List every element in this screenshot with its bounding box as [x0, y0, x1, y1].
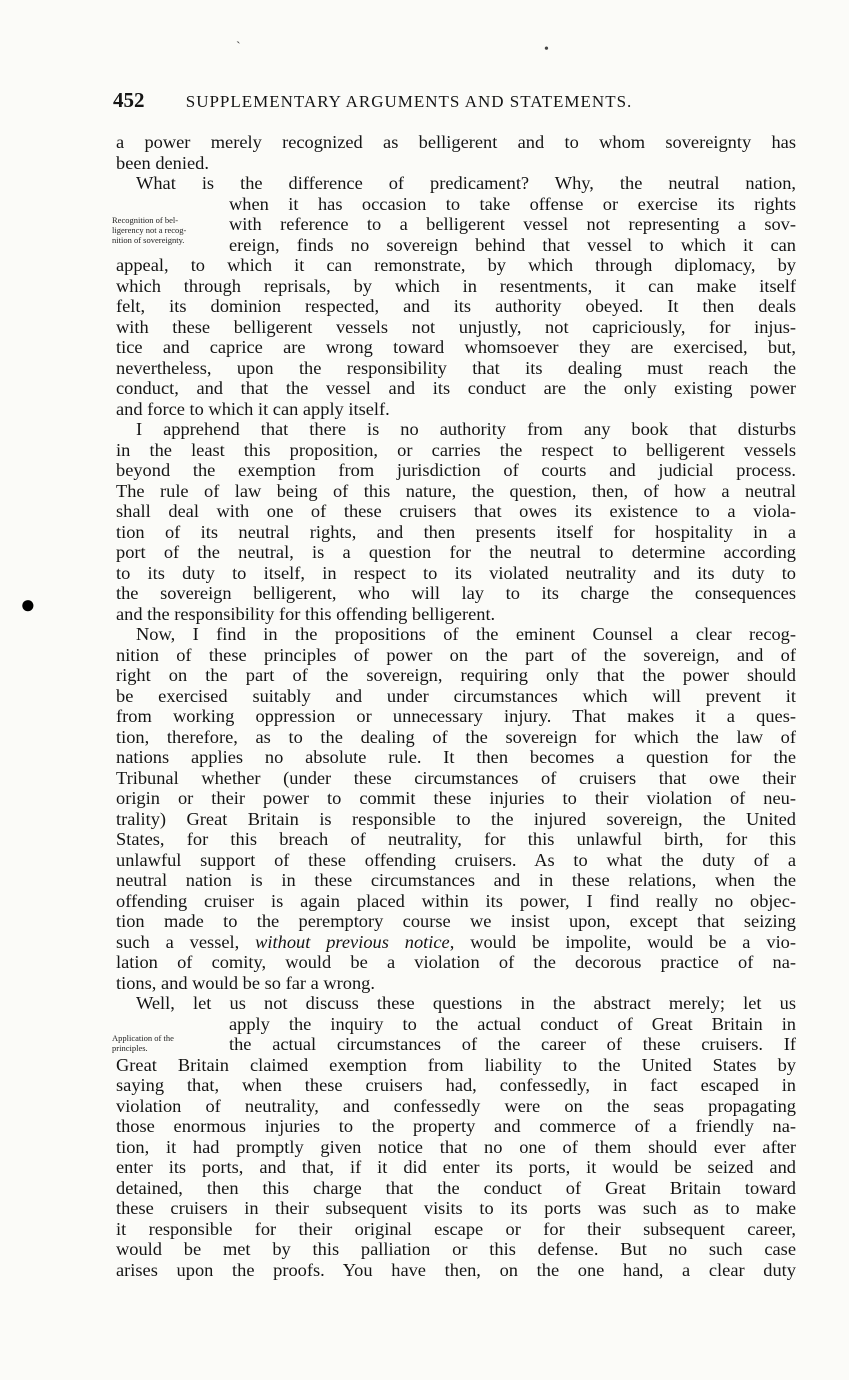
text-line: arises upon the proofs. You have then, on the one hand, a clear duty — [116, 1259, 796, 1280]
body-text — [116, 132, 796, 1280]
text-line: offending cruiser is again placed within its power, I find really no objec- — [116, 890, 796, 911]
margin-note-line: ligerency not a recog- — [112, 225, 187, 235]
running-header — [113, 88, 803, 113]
text-line: origin or their power to commit these injuries to their violation of neu- — [116, 788, 796, 808]
text-line: the actual circumstances of the career of these cruisers. If — [229, 1034, 796, 1054]
text-line: ereign, finds no sovereign behind that vessel to which it can — [229, 234, 796, 255]
text-span: such a vessel, — [116, 931, 256, 952]
text-line: tice and caprice are wrong toward whomsoever they are exercised, but, — [116, 337, 796, 357]
text-line: tion made to the peremptory course we insist upon, except that seizing — [116, 911, 796, 931]
margin-note-line: Recognition of bel- — [112, 215, 179, 225]
text-line: from working oppression or unnecessary injury. That makes it a ques- — [116, 706, 796, 726]
text-line: unlawful support of these offending cruisers. As to what the duty of a — [116, 849, 796, 870]
text-line: shall deal with one of these cruisers that owes its existence to a viola- — [116, 501, 796, 521]
text-line: nition of these principles of power on the part of the sovereign, and of — [116, 644, 796, 665]
scan-speck: • — [544, 42, 549, 57]
scan-speck: ˋ — [236, 40, 241, 55]
text-line: tions, and would be so far a wrong. — [116, 972, 375, 993]
text-line: and the responsibility for this offending belligerent. — [116, 603, 496, 624]
text-line: What is the difference of predicament? Why, the neutral nation, — [136, 173, 796, 193]
text-line: tion, therefore, as to the dealing of the sovereign for which the law of — [116, 726, 796, 747]
text-line: detained, then this charge that the conduct of Great Britain toward — [116, 1177, 796, 1198]
text-line: the sovereign belligerent, who will lay to its charge the consequences — [116, 583, 796, 603]
italic-phrase: without previous notice — [255, 931, 450, 952]
text-line: been denied. — [116, 152, 209, 173]
text-line: Tribunal whether (under these circumstances of cruisers that owe their — [116, 767, 796, 788]
text-line: enter its ports, and that, if it did enter its ports, it would be seized and — [116, 1157, 796, 1177]
text-line: right on the part of the sovereign, requiring only that the power should — [116, 665, 796, 685]
text-line: conduct, and that the vessel and its conduct are the only existing power — [116, 378, 796, 398]
text-line: Now, I find in the propositions of the eminent Counsel a clear recog- — [136, 624, 796, 644]
margin-note-line: Application of the — [112, 1033, 174, 1043]
text-line: nations applies no absolute rule. It then becomes a question for the — [116, 747, 796, 767]
page-number: 452 — [113, 88, 145, 112]
text-line: saying that, when these cruisers had, confessedly, in fact escaped in — [116, 1075, 796, 1095]
text-line: trality) Great Britain is responsible to the injured sovereign, the United — [116, 808, 796, 829]
text-line: be exercised suitably and under circumstances which will prevent it — [116, 685, 796, 706]
text-line: lation of comity, would be a violation of the decorous practice of na- — [116, 952, 796, 972]
text-line: to its duty to itself, in respect to its violated neutrality and its duty to — [116, 562, 796, 583]
text-line: these cruisers in their subsequent visits to its ports was such as to make — [116, 1198, 796, 1218]
text-line: port of the neutral, is a question for the neutral to determine according — [116, 542, 796, 562]
text-line: I apprehend that there is no authority from any book that disturbs — [136, 419, 796, 439]
margin-note-line: principles. — [112, 1043, 148, 1053]
margin-note-line: nition of sovereignty. — [112, 235, 185, 245]
text-line: apply the inquiry to the actual conduct of Great Britain in — [229, 1013, 796, 1034]
text-line: those enormous injuries to the property and commerce of a friendly na- — [116, 1116, 796, 1136]
text-line: tion, it had promptly given notice that no one of them should ever after — [116, 1136, 796, 1157]
text-line: The rule of law being of this nature, the question, then, of how a neutral — [116, 480, 796, 501]
text-line: States, for this breach of neutrality, for this unlawful birth, for this — [116, 829, 796, 849]
text-line: tion of its neutral rights, and then presents itself for hospitality in a — [116, 521, 796, 542]
text-line: would be met by this palliation or this defense. But no such case — [116, 1239, 796, 1259]
text-line: violation of neutrality, and confessedly were on the seas propagating — [116, 1095, 796, 1116]
text-line-with-italic — [116, 932, 796, 953]
text-line: in the least this proposition, or carries the respect to belligerent vessels — [116, 439, 796, 460]
text-line: a power merely recognized as belligerent and to whom sovereignty has — [116, 132, 796, 152]
text-line: felt, its dominion respected, and its authority obeyed. It then deals — [116, 296, 796, 316]
text-line: appeal, to which it can remonstrate, by which through diplomacy, by — [116, 255, 796, 275]
text-line: with reference to a belligerent vessel not representing a sov- — [229, 214, 796, 234]
text-line: when it has occasion to take offense or exercise its rights — [229, 193, 796, 214]
text-line: Well, let us not discuss these questions in the abstract merely; let us — [136, 993, 796, 1013]
text-line: which through reprisals, by which in resentments, it can make itself — [116, 275, 796, 296]
text-line: it responsible for their original escape or for their subsequent career, — [116, 1218, 796, 1239]
text-line: Great Britain claimed exemption from liability to the United States by — [116, 1054, 796, 1075]
text-span: , would be impolite, would be a vio- — [449, 931, 796, 952]
scan-blot: ● — [20, 590, 36, 619]
text-line: nevertheless, upon the responsibility that its dealing must reach the — [116, 357, 796, 378]
text-line: with these belligerent vessels not unjustly, not capriciously, for injus- — [116, 316, 796, 337]
running-title: SUPPLEMENTARY ARGUMENTS AND STATEMENTS. — [185, 92, 633, 111]
text-line: neutral nation is in these circumstances and in these relations, when the — [116, 870, 796, 890]
text-line: beyond the exemption from jurisdiction of courts and judicial process. — [116, 460, 796, 480]
text-line: and force to which it can apply itself. — [116, 398, 390, 419]
